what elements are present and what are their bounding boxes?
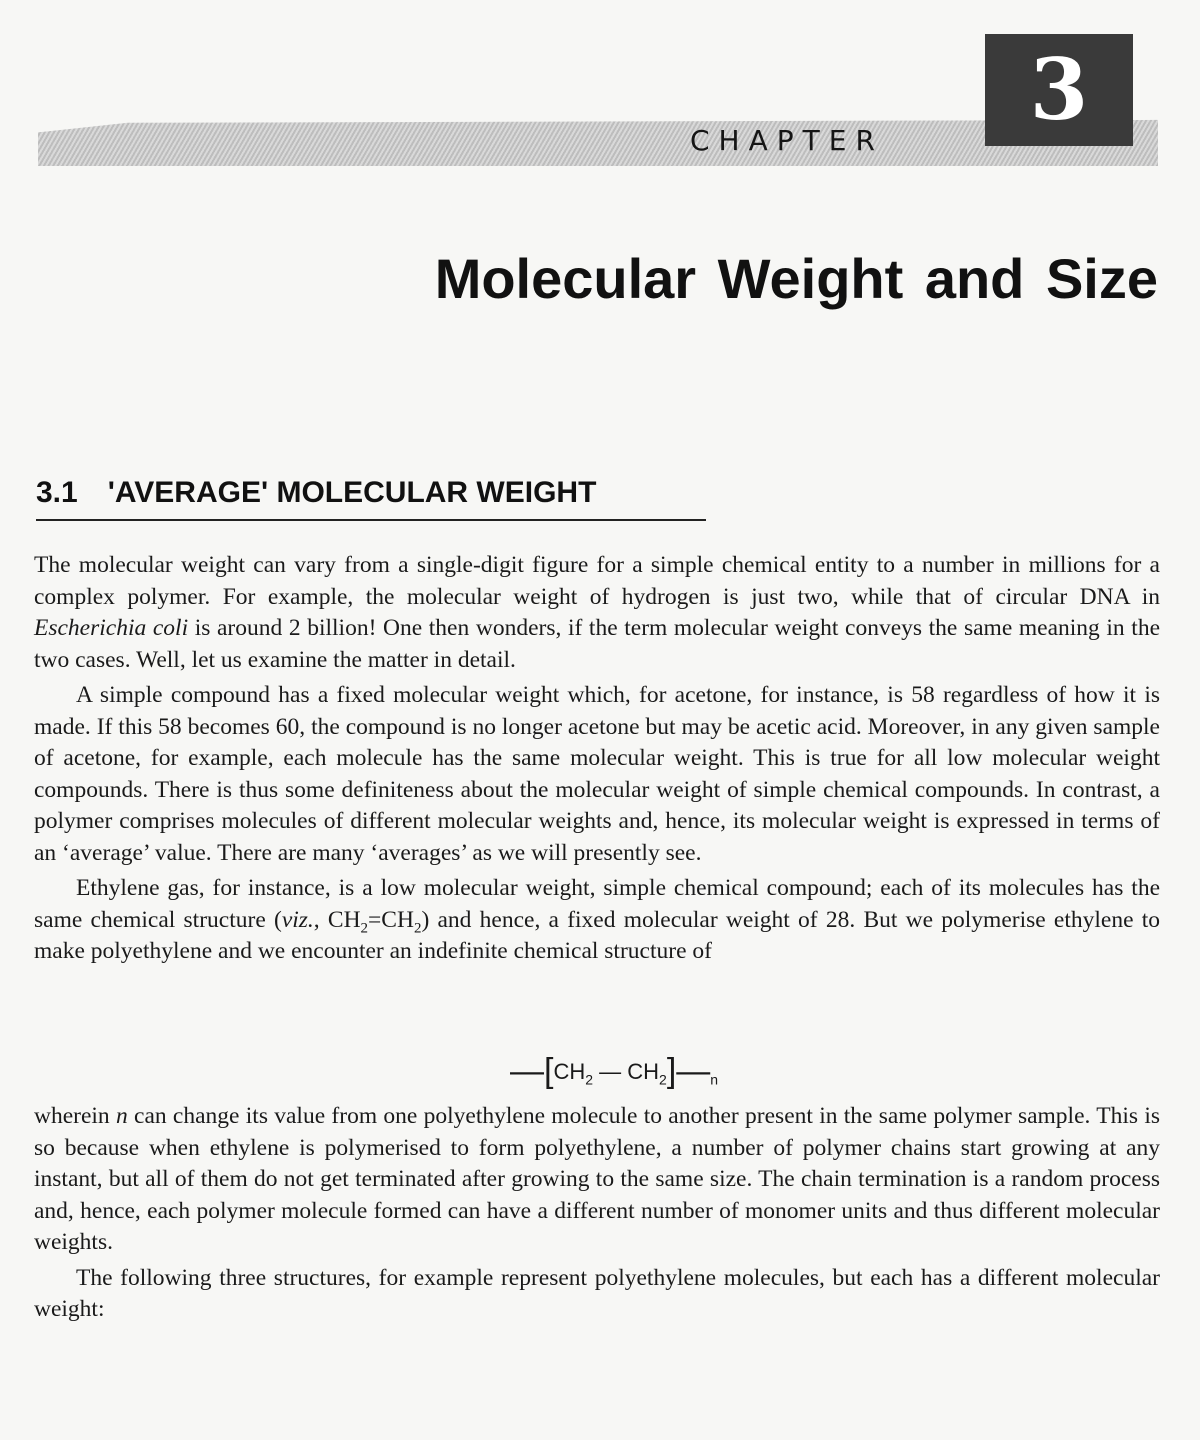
section-heading [36,476,596,510]
chapter-title: Molecular Weight and Size [434,247,1158,310]
italic-text: n [115,1103,128,1129]
section-number: 3.1 [36,476,78,509]
text: ) and hence, a fixed molecular weight of 28. But we polymerise ethylene to make polyethylene and we encounter an indefinite chemical structure of [34,906,1160,964]
text: , CH [313,906,361,933]
chapter-label: CHAPTER [690,124,884,157]
subscript: 2 [413,920,422,937]
subscript: 2 [659,1071,667,1088]
section-rule [36,519,706,521]
text: can change its value from one polyethylene molecule to another present in the same polymer sample. This is so because when ethylene is polymerised to form polyethylene, a number of polymer chains start growing at any instant, but all of them do not get terminated after growing to the same size. The chain termination is a random process and, hence, each polymer molecule formed can have a different number of monomer units and thus different molecular weights. [34,1103,1160,1255]
text: Ethylene gas, for instance, is a low molecular weight, simple chemical compound; each of its molecules has the same chemical structure ( [34,875,1160,933]
group: CH [553,1059,586,1084]
paragraph-4 [34,1101,1160,1259]
body-lower [34,1101,1160,1330]
italic-text: Escherichia coli [34,615,189,641]
body-upper [34,550,1160,972]
italic-text: viz. [281,906,314,933]
group: CH [627,1059,660,1084]
bracket-open: —[ [510,1052,554,1090]
paragraph-3 [34,873,1160,968]
section-title: 'AVERAGE' MOLECULAR WEIGHT [107,476,597,509]
polyethylene-formula [510,1052,718,1091]
text: The molecular weight can vary from a single-digit figure for a simple chemical entity to a number in millions for a complex polymer. For example, the molecular weight of hydrogen is just two, while that of circular DNA in [34,552,1160,610]
text: wherein [34,1103,116,1129]
chapter-number: 3 [985,34,1133,146]
text: is around 2 billion! One then wonders, if the term molecular weight conveys the same meaning in the two cases. Well, let us examine the matter in detail. [34,615,1160,673]
subscript: 2 [585,1071,594,1088]
paragraph-1 [34,550,1160,676]
bond: — [593,1059,628,1084]
subscript: 2 [360,920,369,937]
paragraph-2: A simple compound has a fixed molecular weight which, for acetone, for instance, is 58 regardless of how it is made. If this 58 becomes 60, the compound is no longer acetone but may be acetic acid. Moreover, in any given sample of acetone, for example, each molecule has the same molecular weight. This is true for all low molecular weight compounds. There is thus some definiteness about the molecular weight of simple chemical compounds. In contrast, a polymer comprises molecules of different molecular weights and, hence, its molecular weight is expressed in terms of an ‘average’ value. There are many ‘averages’ as we will presently see. [34,682,1160,866]
paragraph-5: The following three structures, for example represent polyethylene molecules, but each has a different molecular weight: [34,1264,1160,1322]
repeat-subscript: n [710,1071,719,1088]
text: =CH [368,906,414,933]
bracket-close: ]— [666,1052,711,1090]
